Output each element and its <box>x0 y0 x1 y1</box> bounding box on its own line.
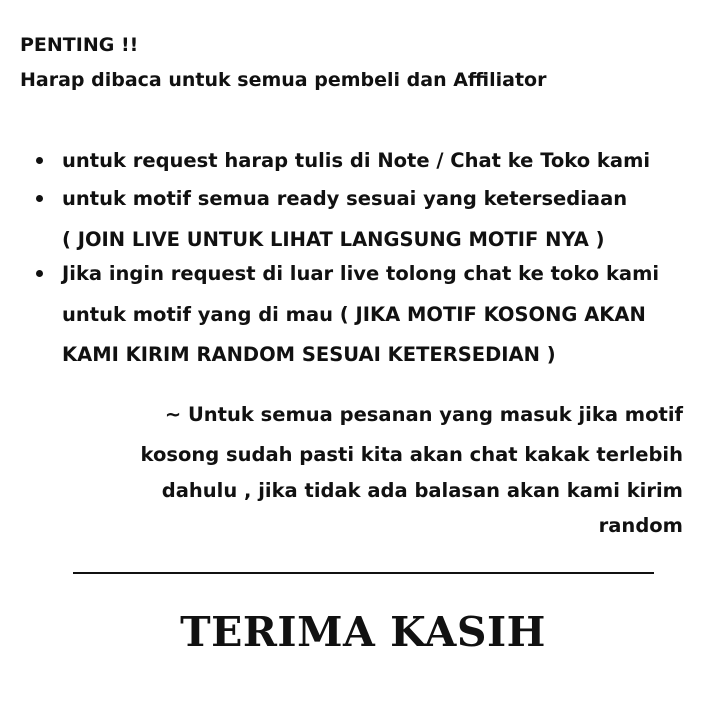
note-line: random <box>598 514 683 537</box>
page-subtitle: Harap dibaca untuk semua pembeli dan Affiliator <box>20 69 547 91</box>
note-line: ~ Untuk semua pesanan yang masuk jika motif <box>164 403 683 426</box>
note-line: kosong sudah pasti kita akan chat kakak terlebih <box>140 443 683 466</box>
thank-you-text: TERIMA KASIH <box>180 608 546 656</box>
bullet-line: KAMI KIRIM RANDOM SESUAI KETERSEDIAN ) <box>62 343 556 366</box>
page-title: PENTING !! <box>20 34 139 56</box>
note-line: dahulu , jika tidak ada balasan akan kami kirim <box>161 479 683 502</box>
bullet-line: untuk request harap tulis di Note / Chat ke Toko kami <box>62 149 651 172</box>
bullet-dot <box>36 270 43 277</box>
bullet-line: untuk motif semua ready sesuai yang ketersediaan <box>62 187 628 210</box>
bullet-dot <box>36 195 43 202</box>
divider <box>73 572 654 574</box>
bullet-line: ( JOIN LIVE UNTUK LIHAT LANGSUNG MOTIF NYA ) <box>62 228 605 251</box>
bullet-line: Jika ingin request di luar live tolong chat ke toko kami <box>62 262 660 285</box>
bullet-line: untuk motif yang di mau ( JIKA MOTIF KOSONG AKAN <box>62 303 646 326</box>
bullet-dot <box>36 157 43 164</box>
